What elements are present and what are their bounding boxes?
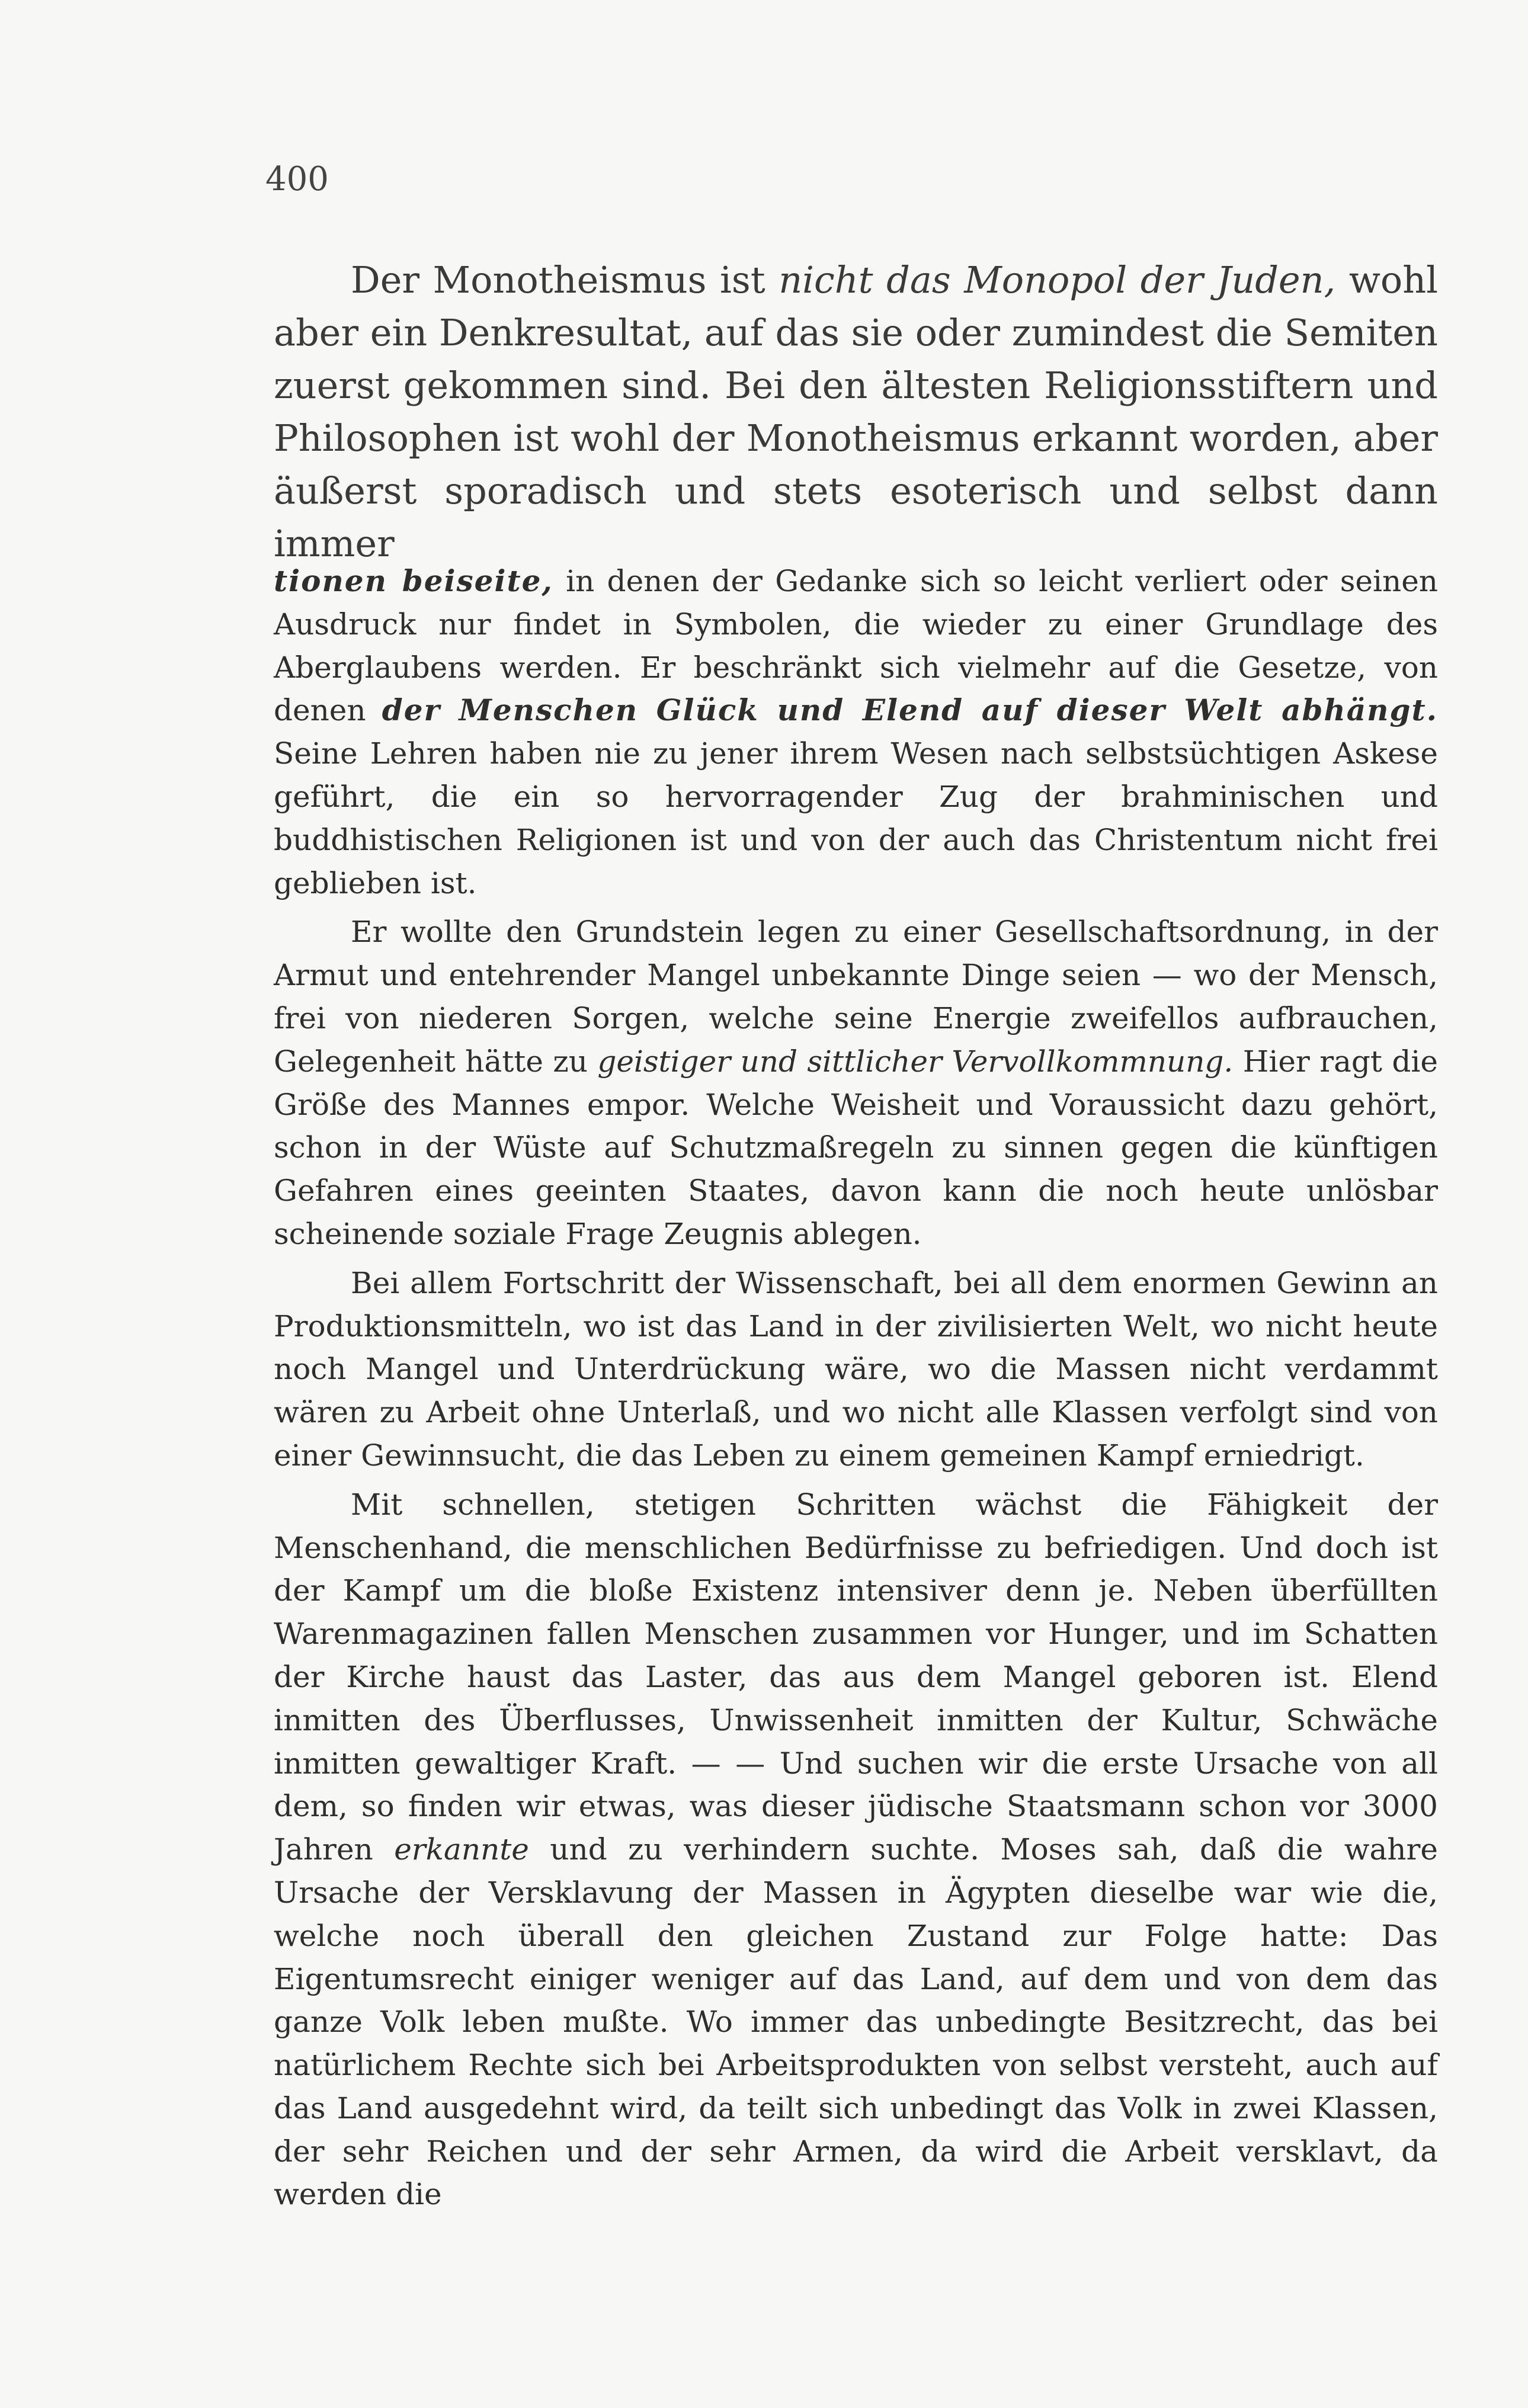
emphasis-vervollkommnung: geistiger und sittlicher Vervollkommnung. bbox=[597, 1044, 1234, 1079]
paragraph-1 bbox=[274, 560, 1438, 905]
main-text bbox=[274, 560, 1438, 2216]
paragraph-2-text-2: Hier ragt die Größe des Mannes empor. Welche Weisheit und Voraussicht dazu gehört, schon in der Wüste auf Schutzmaßregeln zu sinnen gegen die künftigen Gefahren eines geeinten Staates, davon kann die noch heute unlösbar scheinende soziale Frage Zeugnis ablegen. bbox=[274, 1044, 1438, 1251]
quote-text-continued: wohl aber ein Denkresultat, auf das sie oder zumindest die Semiten zuerst gekommen sind. Bei den ältesten Religionsstiftern und Philosophen ist wohl der Monotheismus erkannt worden, aber äußerst sporadisch und stets esoterisch und selbst dann immer bbox=[274, 258, 1438, 565]
quote-text: Der Monotheismus ist bbox=[351, 258, 779, 302]
quote-paragraph bbox=[274, 254, 1438, 570]
paragraph-1-text-2: Seine Lehren haben nie zu jener ihrem Wesen nach selbstsüchtigen Askese geführt, die ein so hervorragender Zug der brahminischen und buddhistischen Religionen ist und von der auch das Christentum nicht frei geblieben ist. bbox=[274, 736, 1438, 900]
emphasis-erkannte: erkannte bbox=[394, 1832, 529, 1867]
quote-block bbox=[274, 254, 1438, 570]
quote-emphasis: nicht das Monopol der Juden, bbox=[779, 258, 1336, 302]
page-number: 400 bbox=[265, 160, 329, 198]
paragraph-1-text: in denen der Gedanke sich so leicht verliert oder seinen Ausdruck nur findet in Symbolen, die wieder zu einer Grundlage des Aberglaubens werden. Er beschränkt sich vielmehr auf die Gesetze, von denen bbox=[274, 564, 1438, 728]
emphasis-gluck: der Menschen Glück und Elend auf dieser Welt abhängt. bbox=[382, 692, 1438, 728]
paragraph-2-text: Er wollte den Grundstein legen zu einer Gesellschaftsordnung, in der Armut und entehrender Mangel unbekannte Dinge seien — wo der Mensch, frei von niederen Sorgen, welche seine Energie zweifellos aufbrauchen, Gelegenheit hätte zu bbox=[274, 915, 1438, 1079]
paragraph-4-text: Mit schnellen, stetigen Schritten wächst die Fähigkeit der Menschenhand, die menschlichen Bedürfnisse zu befriedigen. Und doch ist der Kampf um die bloße Existenz intensiver denn je. Neben überfüllten Warenmagazinen fallen Menschen zusammen vor Hunger, und im Schatten der Kirche haust das Laster, das aus dem Mangel geboren ist. Elend inmitten des Überflusses, Unwissenheit inmitten der Kultur, Schwäche inmitten gewaltiger Kraft. — — Und suchen wir die erste Ursache von all dem, so finden wir etwas, was dieser jüdische Staatsmann schon vor 3000 Jahren bbox=[274, 1487, 1438, 1867]
paragraph-2 bbox=[274, 910, 1438, 1255]
paragraph-4-text-2: und zu verhindern suchte. Moses sah, daß die wahre Ursache der Versklavung der Massen in Ägypten dieselbe war wie die, welche noch überall den gleichen Zustand zur Folge hatte: Das Eigentumsrecht einiger weniger auf das Land, auf dem und von dem das ganze Volk leben mußte. Wo immer das unbedingte Besitzrecht, das bei natürlichem Rechte sich bei Arbeitsprodukten von selbst versteht, auch auf das Land ausgedehnt wird, da teilt sich unbedingt das Volk in zwei Klassen, der sehr Reichen und der sehr Armen, da wird die Arbeit versklavt, da werden die bbox=[274, 1832, 1438, 2212]
paragraph-3: Bei allem Fortschritt der Wissenschaft, bei all dem enormen Gewinn an Produktionsmitteln, wo ist das Land in der zivilisierten Welt, wo nicht heute noch Mangel und Unterdrückung wäre, wo die Massen nicht verdammt wären zu Arbeit ohne Unterlaß, und wo nicht alle Klassen verfolgt sind von einer Gewinnsucht, die das Leben zu einem gemeinen Kampf erniedrigt. bbox=[274, 1265, 1438, 1473]
paragraph-4 bbox=[274, 1483, 1438, 2217]
emphasis-tionen: tionen beiseite, bbox=[274, 563, 553, 598]
